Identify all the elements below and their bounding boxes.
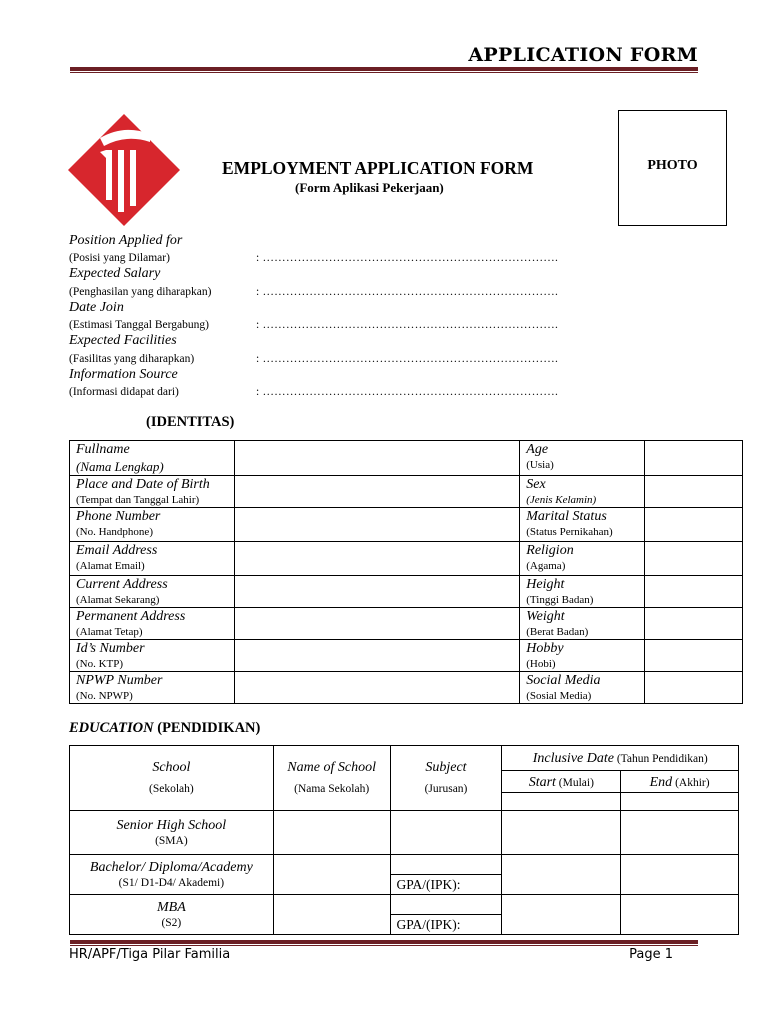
identity-label-cell [70, 672, 235, 704]
field-facilities-input[interactable]: : …………………………………………………………………. [256, 353, 559, 365]
mba-subject-input[interactable] [390, 895, 502, 915]
hobby-sublabel: (Hobi) [526, 658, 556, 670]
phone-sublabel: (No. Handphone) [76, 526, 153, 538]
weight-label: Weight [526, 609, 565, 624]
bachelor-label-cell [70, 855, 274, 895]
identity-label-cell [520, 441, 645, 476]
email-label: Email Address [76, 543, 158, 558]
identity-label-cell [70, 441, 235, 476]
social-media-input[interactable] [645, 672, 743, 704]
end-sublabel: (Akhir) [672, 776, 710, 789]
height-sublabel: (Tinggi Badan) [526, 594, 594, 606]
phone-label: Phone Number [76, 509, 161, 524]
hobby-label: Hobby [526, 641, 564, 656]
table-row [70, 441, 743, 476]
field-source-label: Information Source [69, 367, 178, 382]
footer-doc-code: HR/APF/Tiga Pilar Familia [69, 947, 231, 962]
mba-name-input[interactable] [273, 895, 390, 935]
field-source-sublabel: (Informasi didapat dari) [69, 386, 179, 398]
sma-label-cell [70, 811, 274, 855]
identity-label-cell [520, 640, 645, 672]
identity-label-cell [520, 508, 645, 542]
education-table [69, 745, 739, 935]
end-header [621, 771, 739, 793]
mba-start-input[interactable] [502, 895, 621, 935]
name-header-sublabel: (Nama Sekolah) [294, 783, 370, 795]
current-address-sublabel: (Alamat Sekarang) [76, 594, 160, 606]
identity-table [69, 440, 743, 704]
footer-page-number: Page 1 [629, 947, 673, 962]
table-row [70, 576, 743, 608]
weight-input[interactable] [645, 608, 743, 640]
height-label: Height [526, 577, 565, 592]
table-row [70, 855, 739, 875]
identity-label-cell [70, 576, 235, 608]
current-address-input[interactable] [234, 576, 519, 608]
email-sublabel: (Alamat Email) [76, 560, 145, 572]
sma-label: Senior High School [116, 817, 227, 833]
name-of-school-header [273, 746, 390, 811]
table-row [70, 640, 743, 672]
age-input[interactable] [645, 441, 743, 476]
mba-sublabel: (S2) [161, 916, 182, 929]
weight-sublabel: (Berat Badan) [526, 626, 589, 638]
inclusive-date-label: Inclusive Date [532, 751, 614, 766]
permanent-address-sublabel: (Alamat Tetap) [76, 626, 143, 638]
inclusive-date-sublabel: (Tahun Pendidikan) [613, 753, 708, 765]
marital-sublabel: (Status Pernikahan) [526, 526, 613, 538]
table-row [70, 672, 743, 704]
subject-header-label: Subject [425, 760, 467, 775]
bachelor-start-input[interactable] [502, 855, 621, 895]
identity-label-cell [70, 640, 235, 672]
hobby-input[interactable] [645, 640, 743, 672]
field-source-input[interactable]: : …………………………………………………………………. [256, 386, 559, 398]
mba-label-cell [70, 895, 274, 935]
permanent-address-label: Permanent Address [76, 609, 186, 624]
education-section-title [69, 720, 260, 737]
id-number-label: Id’s Number [76, 641, 145, 656]
name-header-label: Name of School [287, 760, 376, 775]
sex-input[interactable] [645, 476, 743, 508]
photo-box[interactable] [618, 110, 727, 226]
mba-label: MBA [156, 899, 186, 915]
sma-start-input[interactable] [502, 811, 621, 855]
field-position-input[interactable]: : …………………………………………………………………. [256, 252, 559, 264]
sma-name-input[interactable] [273, 811, 390, 855]
sma-end-input[interactable] [621, 811, 739, 855]
npwp-label: NPWP Number [76, 673, 163, 688]
birth-input[interactable] [234, 476, 519, 508]
bachelor-sublabel: (S1/ D1-D4/ Akademi) [118, 876, 225, 889]
current-address-label: Current Address [76, 577, 168, 592]
school-header-sublabel: (Sekolah) [149, 783, 194, 795]
sma-subject-input[interactable] [390, 811, 502, 855]
bachelor-label: Bachelor/ Diploma/Academy [89, 859, 253, 875]
mba-gpa-field[interactable]: GPA/(IPK): [390, 915, 502, 935]
school-header [70, 746, 274, 811]
religion-input[interactable] [645, 542, 743, 576]
field-salary-sublabel: (Penghasilan yang diharapkan) [69, 286, 212, 298]
social-media-label: Social Media [526, 673, 601, 688]
end-input-top[interactable] [621, 793, 739, 811]
phone-input[interactable] [234, 508, 519, 542]
birth-sublabel: (Tempat dan Tanggal Lahir) [76, 494, 200, 506]
field-facilities-label: Expected Facilities [69, 333, 177, 348]
religion-label: Religion [526, 543, 574, 558]
header-rule-thin [70, 72, 698, 73]
religion-sublabel: (Agama) [526, 560, 566, 572]
height-input[interactable] [645, 576, 743, 608]
school-header-label: School [152, 760, 191, 775]
start-header [502, 771, 621, 793]
table-row [70, 508, 743, 542]
marital-label: Marital Status [526, 509, 607, 524]
sex-sublabel: (Jenis Kelamin) [526, 494, 597, 506]
identity-label-cell [70, 542, 235, 576]
form-subtitle: (Form Aplikasi Pekerjaan) [295, 180, 444, 195]
field-position-sublabel: (Posisi yang Dilamar) [69, 252, 170, 264]
table-row [70, 746, 739, 771]
npwp-sublabel: (No. NPWP) [76, 690, 133, 702]
fullname-input[interactable] [234, 441, 519, 476]
age-label: Age [526, 442, 549, 457]
identity-label-cell [520, 542, 645, 576]
identity-label-cell [520, 476, 645, 508]
social-media-sublabel: (Sosial Media) [526, 690, 592, 702]
bachelor-gpa-field[interactable]: GPA/(IPK): [390, 875, 502, 895]
subject-header [390, 746, 502, 811]
table-row [70, 542, 743, 576]
fullname-label: Fullname [76, 442, 130, 457]
bachelor-name-input[interactable] [273, 855, 390, 895]
field-position-label: Position Applied for [69, 233, 183, 248]
npwp-input[interactable] [234, 672, 519, 704]
form-title: EMPLOYMENT APPLICATION FORM [222, 158, 534, 178]
mba-end-input[interactable] [621, 895, 739, 935]
field-facilities-sublabel: (Fasilitas yang diharapkan) [69, 353, 195, 365]
photo-label: PHOTO [647, 158, 698, 173]
identity-section-title: (IDENTITAS) [146, 414, 235, 430]
start-sublabel: (Mulai) [555, 776, 594, 789]
start-label: Start [528, 774, 556, 790]
company-logo [66, 112, 182, 228]
education-title-id: (PENDIDIKAN) [153, 720, 261, 736]
footer-rule [70, 940, 698, 944]
footer-rule-thin [70, 945, 698, 946]
bachelor-subject-input[interactable] [390, 855, 502, 875]
marital-input[interactable] [645, 508, 743, 542]
table-row [70, 811, 739, 855]
identity-label-cell [70, 508, 235, 542]
fullname-sublabel: (Nama Lengkap) [76, 459, 164, 474]
subject-header-sublabel: (Jurusan) [424, 783, 468, 795]
identity-label-cell [520, 608, 645, 640]
id-number-input[interactable] [234, 640, 519, 672]
identity-label-cell [520, 672, 645, 704]
education-title-en: EDUCATION [69, 720, 154, 736]
field-salary-input[interactable]: : …………………………………………………………………. [256, 286, 559, 298]
field-date-join-input[interactable]: : …………………………………………………………………. [256, 319, 559, 331]
email-input[interactable] [234, 542, 519, 576]
identity-label-cell [520, 576, 645, 608]
start-input-top[interactable] [502, 793, 621, 811]
birth-label: Place and Date of Birth [76, 477, 210, 492]
identity-label-cell [70, 476, 235, 508]
table-row [70, 476, 743, 508]
table-row [70, 608, 743, 640]
table-row [70, 895, 739, 915]
inclusive-date-header [502, 746, 739, 771]
id-number-sublabel: (No. KTP) [76, 658, 124, 670]
field-salary-label: Expected Salary [69, 266, 161, 281]
sma-sublabel: (SMA) [155, 834, 188, 847]
age-sublabel: (Usia) [526, 459, 554, 471]
field-date-join-sublabel: (Estimasi Tanggal Bergabung) [69, 319, 209, 331]
permanent-address-input[interactable] [234, 608, 519, 640]
end-label: End [649, 774, 673, 790]
bachelor-end-input[interactable] [621, 855, 739, 895]
page-header-title: APPLICATION FORM [468, 44, 698, 66]
header-rule [70, 67, 698, 71]
field-date-join-label: Date Join [69, 300, 124, 315]
identity-label-cell [70, 608, 235, 640]
sex-label: Sex [526, 477, 546, 492]
